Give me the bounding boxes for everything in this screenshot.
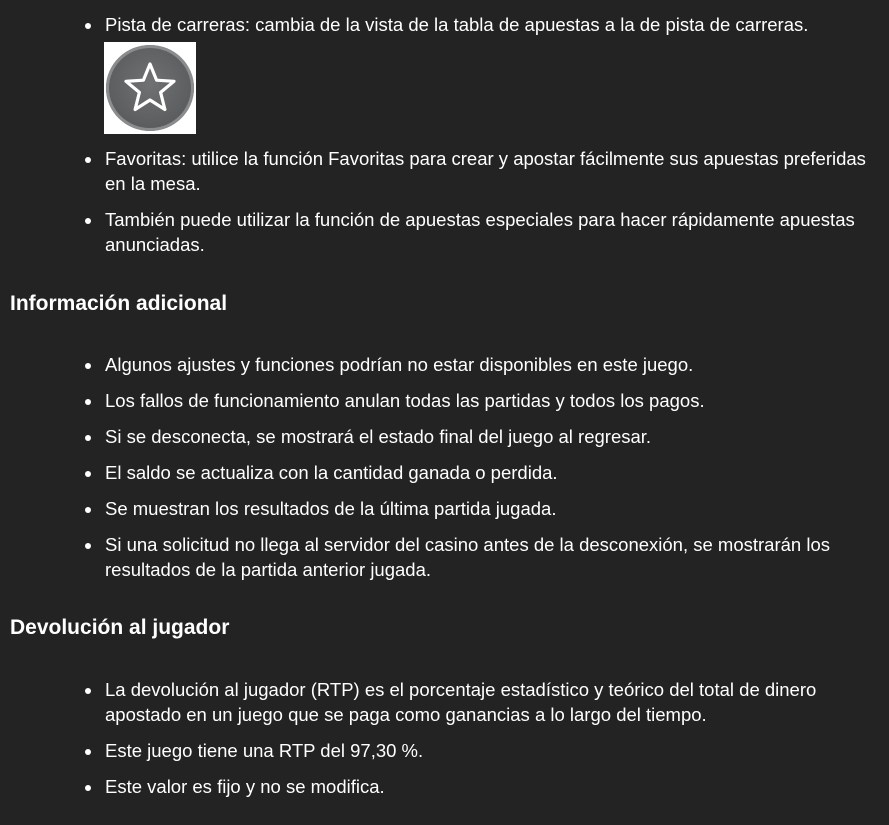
list-item-favorites	[0, 146, 889, 196]
rtp-list	[0, 677, 889, 799]
list-item	[0, 352, 889, 377]
list-item	[0, 532, 889, 582]
list-item-text: La devolución al jugador (RTP) es el porcentaje estadístico y teórico del total de dinero apostado en un juego que se paga como ganancias a lo largo del tiempo.	[105, 679, 817, 725]
intro-list-top	[0, 12, 889, 37]
star-icon-graphic	[123, 61, 177, 113]
list-item-text: Este juego tiene una RTP del 97,30 %.	[105, 740, 424, 761]
list-item-text: El saldo se actualiza con la cantidad ganada o perdida.	[105, 462, 558, 483]
list-item-text: También puede utilizar la función de apuestas especiales para hacer rápidamente apuestas anunciadas.	[105, 209, 855, 255]
list-item	[0, 424, 889, 449]
list-item	[0, 388, 889, 413]
list-item-text: Este valor es fijo y no se modifica.	[105, 776, 385, 797]
section-heading-additional-info: Información adicional	[10, 292, 228, 315]
list-item-text: Pista de carreras: cambia de la vista de la tabla de apuestas a la de pista de carreras.	[105, 14, 809, 35]
list-item-text: Favoritas: utilice la función Favoritas para crear y apostar fácilmente sus apuestas preferidas en la mesa.	[105, 148, 866, 194]
favorites-icon-thumbnail	[104, 42, 196, 134]
list-item-text: Algunos ajustes y funciones podrían no estar disponibles en este juego.	[105, 354, 694, 375]
star-icon	[106, 45, 194, 131]
list-item-text: Se muestran los resultados de la última partida jugada.	[105, 498, 557, 519]
intro-list-bottom	[0, 146, 889, 257]
list-item-special-bets	[0, 207, 889, 257]
list-item-text: Los fallos de funcionamiento anulan todas las partidas y todos los pagos.	[105, 390, 705, 411]
section-heading-rtp: Devolución al jugador	[10, 616, 230, 639]
list-item-text: Si se desconecta, se mostrará el estado final del juego al regresar.	[105, 426, 652, 447]
list-item	[0, 774, 889, 799]
list-item	[0, 460, 889, 485]
list-item	[0, 496, 889, 521]
list-item	[0, 738, 889, 763]
list-item-text: Si una solicitud no llega al servidor del casino antes de la desconexión, se mostrarán los resultados de la partida anterior jugada.	[105, 534, 830, 580]
list-item-race-track	[0, 12, 889, 37]
additional-info-list	[0, 352, 889, 582]
list-item	[0, 677, 889, 727]
